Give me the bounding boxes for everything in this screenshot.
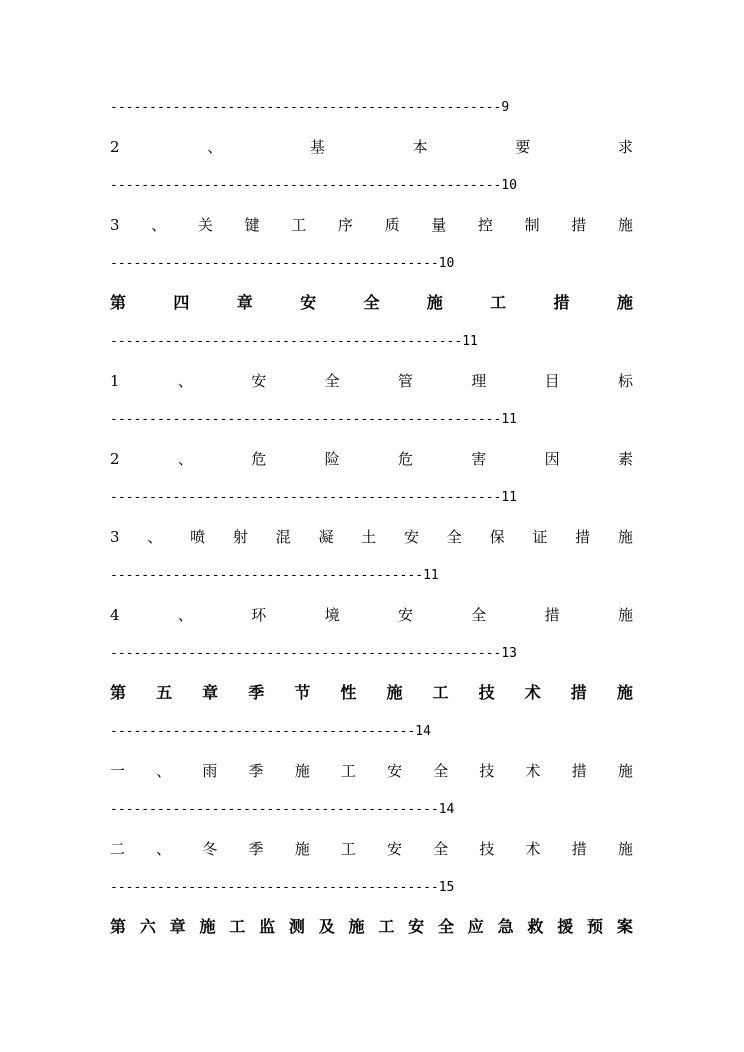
toc-char: 质 (384, 216, 400, 234)
toc-char: 安 (251, 372, 267, 390)
toc-char: 本 (412, 138, 428, 156)
toc-char: 工 (378, 917, 395, 936)
toc-char: 季 (248, 762, 264, 780)
toc-char: 控 (477, 216, 493, 234)
toc-char: 工 (291, 216, 307, 234)
toc-char: 环 (251, 606, 267, 624)
toc-char: 境 (324, 606, 340, 624)
toc-char: 标 (617, 372, 633, 390)
toc-leader-line: ------------------------------------------14 (110, 802, 455, 817)
toc-leader-line: ------------------------------------------15 (110, 880, 455, 895)
toc-char: 二 (110, 840, 126, 858)
toc-char: 、 (177, 606, 193, 624)
toc-char: 章 (169, 917, 186, 936)
toc-entry (110, 838, 633, 860)
toc-char: 序 (337, 216, 353, 234)
toc-char: 及 (318, 917, 335, 936)
toc-char: 工 (490, 293, 507, 312)
toc-char: 监 (259, 917, 276, 936)
toc-leader-line: --------------------------------------------------11 (110, 412, 517, 427)
toc-char: 施 (617, 216, 633, 234)
toc-char: 第 (110, 293, 127, 312)
toc-char: 全 (363, 293, 380, 312)
toc-char: 全 (471, 606, 487, 624)
toc-char: 、 (156, 840, 172, 858)
toc-char: 施 (617, 762, 633, 780)
toc-char: 工 (340, 762, 356, 780)
toc-leader-line: ----------------------------------------11 (110, 568, 439, 583)
toc-char: 因 (544, 450, 560, 468)
toc-char: 工 (432, 683, 449, 702)
toc-char: 预 (587, 917, 604, 936)
toc-char: 施 (617, 840, 633, 858)
toc-char: 安 (397, 606, 413, 624)
toc-char: 六 (139, 917, 156, 936)
toc-char: 第 (110, 683, 127, 702)
toc-char: 措 (571, 762, 587, 780)
toc-char: 射 (232, 528, 248, 546)
toc-char: 2 (110, 138, 120, 156)
toc-entry (110, 760, 633, 782)
toc-char: 施 (426, 293, 443, 312)
toc-char: 全 (433, 840, 449, 858)
toc-char: 要 (515, 138, 531, 156)
toc-char: 关 (197, 216, 213, 234)
toc-char: 措 (544, 606, 560, 624)
toc-char: 工 (229, 917, 246, 936)
toc-leader-line: --------------------------------------------------13 (110, 646, 517, 661)
toc-chapter-heading (110, 292, 633, 314)
toc-char: 安 (404, 528, 420, 546)
toc-char: 1 (110, 372, 120, 390)
toc-char: 理 (471, 372, 487, 390)
toc-char: 施 (386, 683, 403, 702)
toc-char: 措 (571, 840, 587, 858)
toc-char: 施 (199, 917, 216, 936)
toc-leader-line: --------------------------------------------------11 (110, 490, 517, 505)
toc-char: 施 (294, 762, 310, 780)
toc-leader-line: --------------------------------------------------10 (110, 178, 517, 193)
toc-char: 急 (497, 917, 514, 936)
toc-char: 术 (524, 683, 541, 702)
toc-char: 证 (532, 528, 548, 546)
toc-char: 雨 (202, 762, 218, 780)
toc-entry (110, 604, 633, 626)
toc-char: 、 (177, 450, 193, 468)
toc-char: 基 (309, 138, 325, 156)
toc-char: 凝 (318, 528, 334, 546)
toc-char: 全 (324, 372, 340, 390)
toc-char: 危 (397, 450, 413, 468)
toc-char: 一 (110, 762, 126, 780)
toc-char: 测 (288, 917, 305, 936)
toc-char: 技 (479, 762, 495, 780)
toc-char: 案 (616, 917, 633, 936)
toc-char: 施 (294, 840, 310, 858)
toc-char: 措 (553, 293, 570, 312)
toc-char: 章 (236, 293, 253, 312)
toc-char: 素 (617, 450, 633, 468)
toc-char: 全 (437, 917, 454, 936)
toc-char: 季 (248, 840, 264, 858)
toc-char: 工 (340, 840, 356, 858)
toc-char: 季 (248, 683, 265, 702)
toc-char: 3 (110, 528, 120, 546)
toc-char: 、 (177, 372, 193, 390)
toc-char: 、 (147, 528, 163, 546)
toc-char: 术 (525, 840, 541, 858)
toc-entry (110, 136, 633, 158)
toc-char: 施 (616, 293, 633, 312)
toc-char: 、 (156, 762, 172, 780)
toc-char: 四 (173, 293, 190, 312)
toc-char: 全 (433, 762, 449, 780)
toc-char: 施 (348, 917, 365, 936)
toc-char: 术 (525, 762, 541, 780)
toc-entry (110, 526, 633, 548)
toc-char: 安 (387, 762, 403, 780)
toc-char: 、 (151, 216, 167, 234)
toc-char: 害 (471, 450, 487, 468)
toc-char: 措 (570, 683, 587, 702)
toc-char: 措 (571, 216, 587, 234)
toc-char: 、 (207, 138, 223, 156)
toc-chapter-heading (110, 682, 633, 704)
toc-leader-line: --------------------------------------------------9 (110, 100, 510, 115)
toc-char: 冬 (202, 840, 218, 858)
toc-char: 章 (202, 683, 219, 702)
toc-char: 技 (479, 840, 495, 858)
toc-char: 施 (616, 683, 633, 702)
toc-char: 险 (324, 450, 340, 468)
toc-char: 安 (300, 293, 317, 312)
toc-char: 量 (431, 216, 447, 234)
toc-char: 措 (575, 528, 591, 546)
toc-char: 应 (467, 917, 484, 936)
toc-char: 施 (617, 606, 633, 624)
toc-char: 五 (156, 683, 173, 702)
toc-char: 性 (340, 683, 357, 702)
toc-char: 危 (251, 450, 267, 468)
toc-char: 保 (489, 528, 505, 546)
toc-char: 安 (408, 917, 425, 936)
toc-char: 援 (557, 917, 574, 936)
toc-char: 管 (397, 372, 413, 390)
toc-chapter-heading (110, 916, 633, 938)
toc-entry (110, 370, 633, 392)
toc-char: 求 (617, 138, 633, 156)
toc-char: 制 (524, 216, 540, 234)
toc-char: 目 (544, 372, 560, 390)
toc-char: 4 (110, 606, 120, 624)
toc-leader-line: ------------------------------------------10 (110, 256, 455, 271)
toc-char: 混 (275, 528, 291, 546)
toc-char: 喷 (190, 528, 206, 546)
toc-leader-line: ---------------------------------------------11 (110, 334, 478, 349)
toc-char: 技 (478, 683, 495, 702)
toc-char: 安 (387, 840, 403, 858)
toc-char: 3 (110, 216, 120, 234)
toc-leader-line: ---------------------------------------14 (110, 724, 431, 739)
toc-entry (110, 448, 633, 470)
toc-char: 土 (361, 528, 377, 546)
toc-char: 全 (446, 528, 462, 546)
toc-char: 键 (244, 216, 260, 234)
toc-char: 第 (110, 917, 127, 936)
toc-char: 救 (527, 917, 544, 936)
toc-entry (110, 214, 633, 236)
toc-char: 施 (617, 528, 633, 546)
toc-char: 2 (110, 450, 120, 468)
toc-char: 节 (294, 683, 311, 702)
